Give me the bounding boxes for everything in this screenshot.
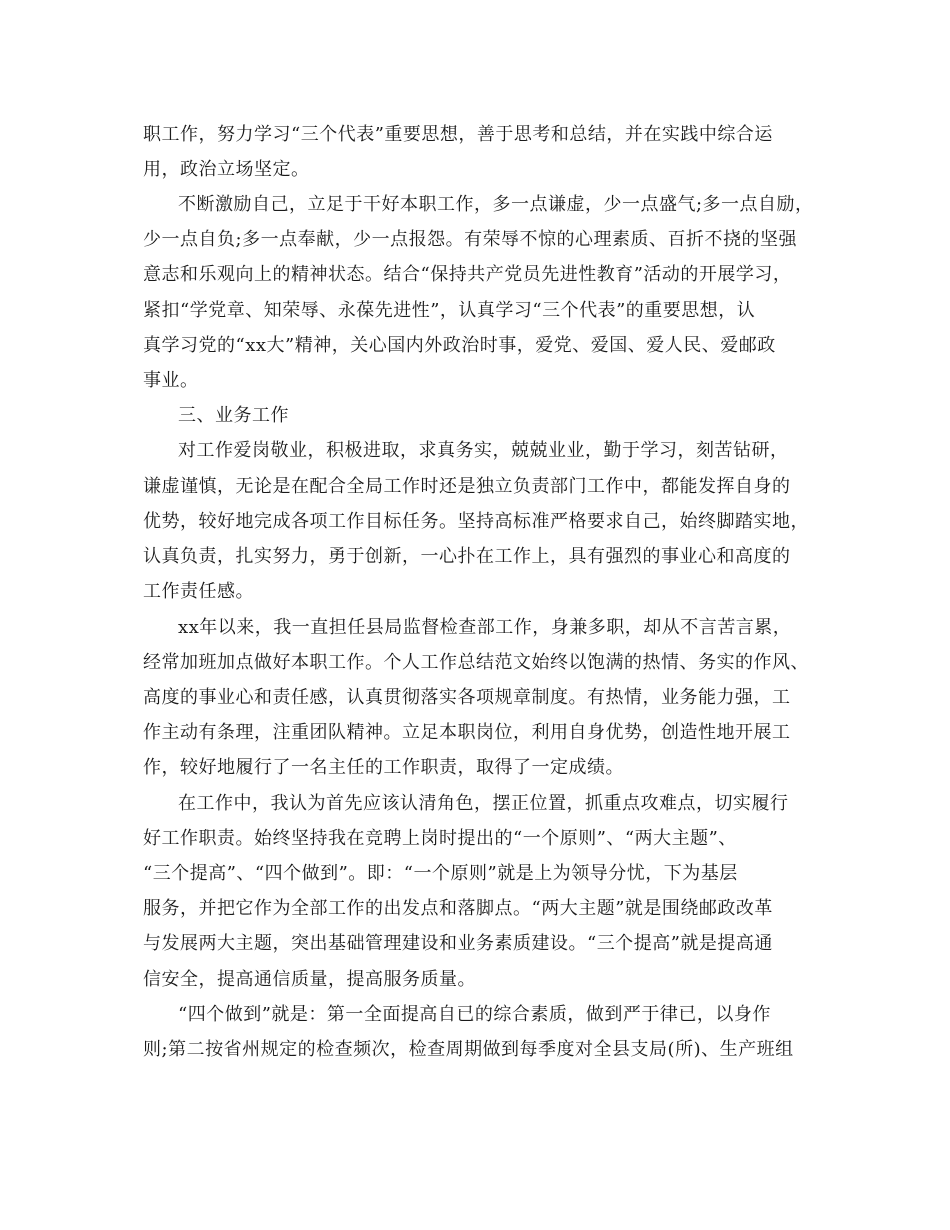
text-line: 信安全，提高通信质量，提高服务质量。 <box>143 969 476 990</box>
text-line: 在工作中，我认为首先应该认清角色，摆正位置，抓重点攻难点，切实履行 <box>178 793 789 814</box>
text-line: 作主动有条理，注重团队精神。立足本职岗位，利用自身优势，创造性地开展工 <box>143 722 791 743</box>
text-line: “四个做到”就是：第一全面提高自已的综合素质，做到严于律已，以身作 <box>178 1004 771 1025</box>
text-line: 紧扣“学党章、知荣辱、永葆先进性”，认真学习“三个代表”的重要思想，认 <box>143 300 756 321</box>
text-line: 服务，并把它作为全部工作的出发点和落脚点。“两大主题”就是围绕邮政改革 <box>143 898 773 919</box>
text-line: 不断激励自己，立足于干好本职工作，多一点谦虚，少一点盛气;多一点自励， <box>178 194 814 215</box>
text-line: “三个提高”、“四个做到”。即：“一个原则”就是上为领导分忧，下为基层 <box>143 863 738 884</box>
text-line: 少一点自负;多一点奉献，少一点报怨。有荣辱不惊的心理素质、百折不挠的坚强 <box>143 229 798 250</box>
text-line: 工作责任感。 <box>143 581 254 602</box>
text-line: 用，政治立场坚定。 <box>143 159 310 180</box>
text-line: 真学习党的“xx大”精神，关心国内外政治时事，爱党、爱国、爱人民、爱邮政 <box>143 335 776 356</box>
text-line: 意志和乐观向上的精神状态。结合“保持共产党员先进性教育”活动的开展学习， <box>143 264 792 285</box>
text-line: 认真负责，扎实努力，勇于创新，一心扑在工作上，具有强烈的事业心和高度的 <box>143 546 791 567</box>
text-line: 好工作职责。始终坚持我在竞聘上岗时提出的“一个原则”、“两大主题”、 <box>143 828 737 849</box>
text-line: 对工作爱岗敬业，积极进取，求真务实，兢兢业业，勤于学习，刻苦钻研， <box>178 440 789 461</box>
text-line: 事业。 <box>143 370 199 391</box>
text-line: 经常加班加点做好本职工作。个人工作总结范文始终以饱满的热情、务实的作风、 <box>143 652 809 673</box>
text-line: 与发展两大主题，突出基础管理建设和业务素质建设。“三个提高”就是提高通 <box>143 933 773 954</box>
text-line: 优势，较好地完成各项工作目标任务。坚持高标准严格要求自己，始终脚踏实地， <box>143 511 809 532</box>
text-line: 高度的事业心和责任感，认真贯彻落实各项规章制度。有热情，业务能力强，工 <box>143 687 791 708</box>
text-line: 谦虚谨慎，无论是在配合全局工作时还是独立负责部门工作中，都能发挥自身的 <box>143 476 791 497</box>
text-line: 则;第二按省州规定的检查频次，检查周期做到每季度对全县支局(所)、生产班组 <box>143 1039 794 1060</box>
text-line: 职工作，努力学习“三个代表”重要思想，善于思考和总结，并在实践中综合运 <box>143 124 773 145</box>
text-line: 作，较好地履行了一名主任的工作职责，取得了一定成绩。 <box>143 757 624 778</box>
text-line: xx年以来，我一直担任县局监督检查部工作，身兼多职，却从不言苦言累， <box>178 617 792 638</box>
section-heading: 三、业务工作 <box>178 405 289 426</box>
